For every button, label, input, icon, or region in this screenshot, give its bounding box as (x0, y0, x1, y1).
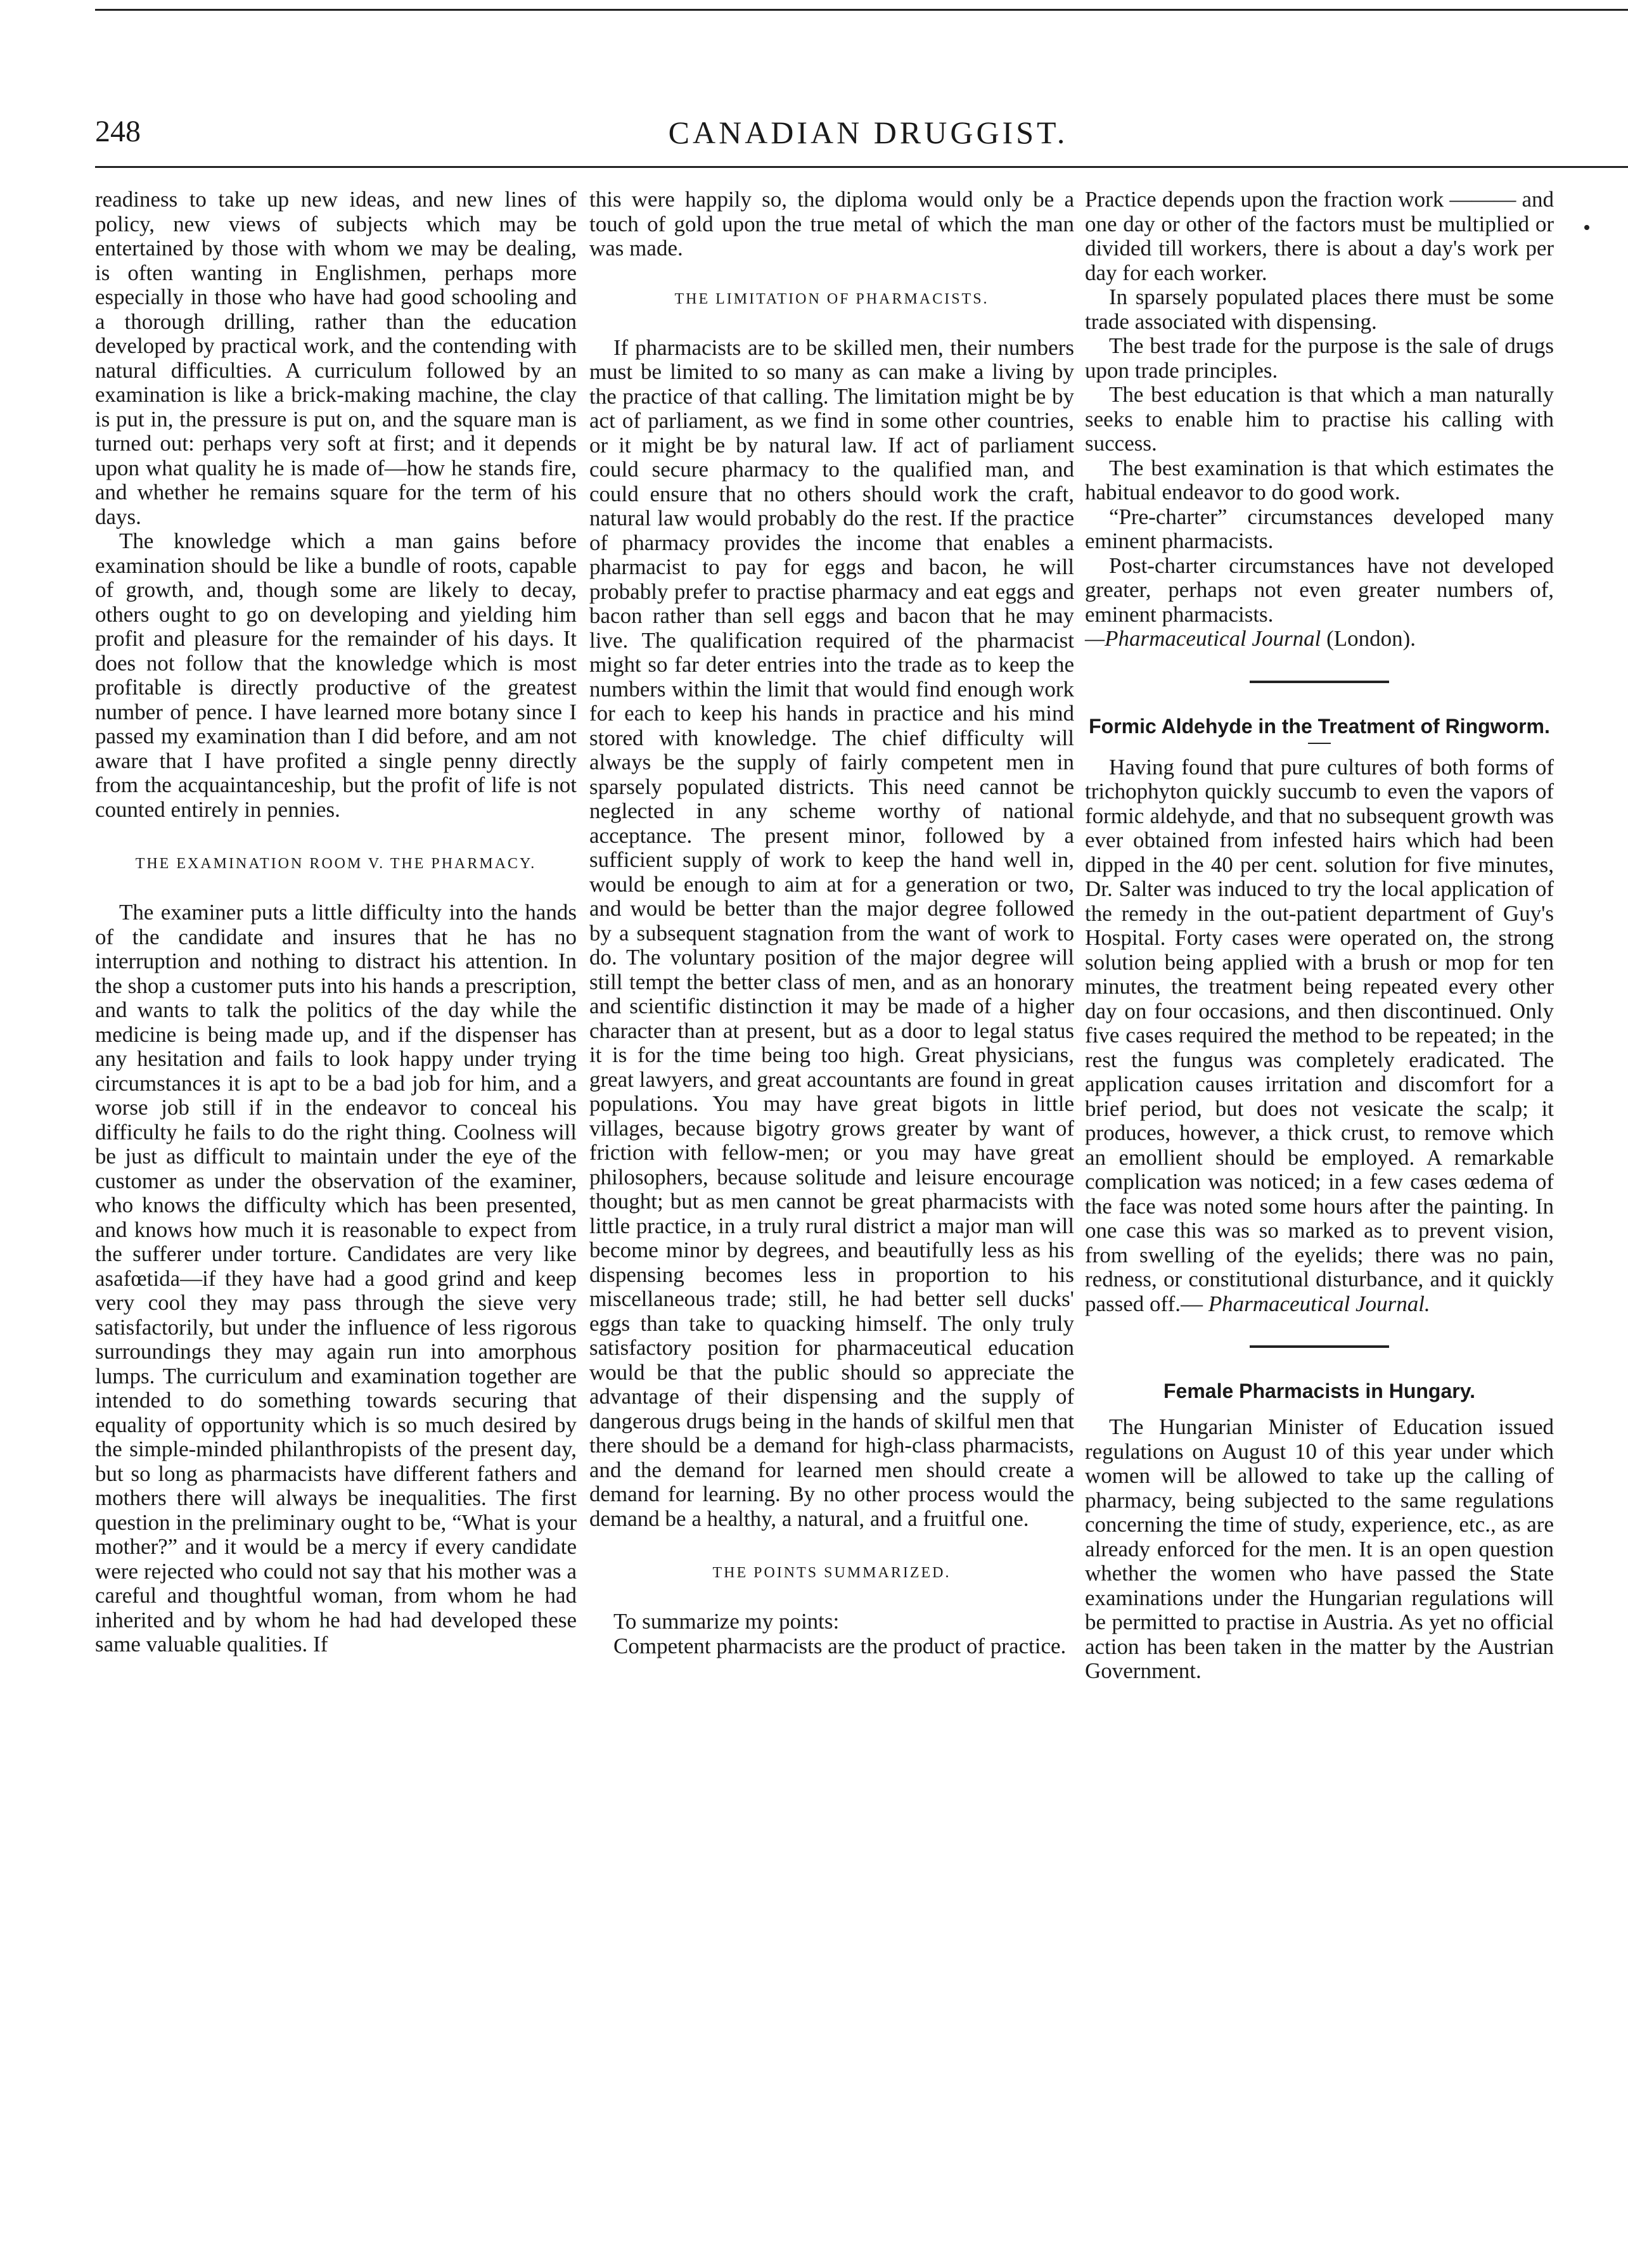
fraction-lead-text: Practice depends upon the fraction (1085, 187, 1393, 212)
paragraph (1085, 188, 1554, 285)
paragraph: “Pre-charter” circumstances developed many eminent pharmacists. (1085, 504, 1554, 553)
title-rule (1308, 743, 1331, 744)
paragraph: The best trade for the purpose is the sale of drugs upon trade principles. (1085, 333, 1554, 383)
paragraph: If pharmacists are to be skilled men, their numbers must be limited to so many as can make a living by the practice of that calling. The limitation might be by act of parliament, as we find in some other countries, or it might be by natural law. If act of parliament could secure pharmacy to the qualified man, and could ensure that no others should work the craft, natural law would probably do the rest. If the practice of pharmacy provides the income that enables a pharmacist to pay for eggs and bacon, he will probably prefer to practise pharmacy and eat eggs and bacon rather than sell eggs and bacon that he may live. The qualification required of the pharmacist might so far deter entries into the trade as to keep the numbers within the limit that would find enough work for each to keep his hands in practice and his mind stored with knowledge. The chief difficulty will always be the supply of fairly competent men in sparsely populated districts. This need cannot be neglected in any scheme worthy of national acceptance. The present minor, followed by a sufficient supply of work to keep the hand well in, would be enough to aim at for a generation or two, and would be better than the major degree followed by a subsequent stagnation from the want of work to do. The voluntary position of the major degree will still tempt the better class of men, and as an honorary and scientific distinction it may be made of a higher character than at present, but as a door to legal status it is for the time being too high. Great physicians, great lawyers, and great accountants are found in great populations. You may have great bigots in little villages, because bigotry grows greater by want of friction with fellow-men; or you may have great philosophers, because solitude and leisure encourage thought; but as men cannot be great pharmacists with little practice, in a truly rural district a major man will become minor by degrees, and beautifully less as his dispensing becomes less in proportion to his miscellaneous trade; still, he had better sell ducks' eggs than take to quacking himself. The only truly satisfactory position for pharmaceutical education would be that the public should so appreciate the advantage of their dispensing and the supply of dangerous drugs being in the hands of skilful men that there should be a demand for high-class pharmacists, and the demand for learned men should create a demand for learning. By no other process would the demand be a healthy, a natural, and a fruitful one. (589, 335, 1074, 1531)
paragraph: The best examination is that which estimates the habitual endeavor to do good work. (1085, 455, 1554, 504)
header-rule (95, 166, 1628, 168)
page-header (95, 114, 1628, 165)
fraction-line-text: ——— and one day or other of the factors must be multiplied or divided till (1085, 187, 1554, 260)
paragraph: To summarize my points: (613, 1609, 840, 1634)
fraction-tail-text: there is about a day's work per day for each worker. (1085, 236, 1554, 285)
section-heading-limitation: THE LIMITATION OF PHARMACISTS. (674, 290, 989, 307)
paragraph: The best education is that which a man naturally seeks to enable him to practise his calling with success. (1085, 382, 1554, 456)
fraction-denominator: workers, (1190, 236, 1267, 260)
page-number: 248 (95, 115, 141, 148)
paragraph: In sparsely populated places there must be some trade associated with dispensing. (1085, 285, 1554, 334)
article-title-formic-aldehyde: Formic Aldehyde in the Treatment of Ringworm. (1089, 714, 1550, 738)
article-separator (1250, 1345, 1389, 1348)
article-separator (1250, 681, 1389, 683)
paragraph: The examiner puts a little difficulty into the hands of the candidate and insures that he has no interruption and nothing to distract his attention. In the shop a customer puts into his hands a prescription, and wants to talk the politics of the day while the medicine is being made up, and if the dispenser has any hesitation and fails to look happy under trying circumstances it is apt to be a bad job for him, and a worse job still if in the endeavor to conceal his difficulty he fails to do the right thing. Coolness will be just as difficult to maintain under the eye of the customer as under the observation of the examiner, who knows the difficulty which has been presented, and knows how much it is reasonable to expect from the sufferer under torture. Candidates are very like asafœtida—if they have had a good grind and keep very cool they may pass through the sieve very satisfactorily, but under the influence of less rigorous surroundings they may again run into amorphous lumps. The curriculum and examination together are intended to do something towards securing that equality of opportunity which is so much desired by the simple-minded philanthropists of the present day, but so long as pharmacists have different fathers and mothers there will always be inequalities. The first question in the preliminary ought to be, “What is your mother?” and it would be a mercy if every candidate were rejected who could not say that his mother was a careful and thoughtful woman, from whom he had inherited and by whom he had had developed these same valuable qualities. If (95, 900, 577, 1656)
paragraph: Competent pharmacists are the product of practice. (613, 1633, 1067, 1658)
fraction-numerator: work (1398, 187, 1444, 212)
paragraph: this were happily so, the diploma would only be a touch of gold upon the true metal of which the man was made. (589, 187, 1074, 260)
paragraph: readiness to take up new ideas, and new lines of policy, new views of subjects which may be entertained by those with whom we may be dealing, is often wanting in Englishmen, perhaps more especially in those who have had good schooling and a thorough drilling, rather than the education developed by practical work, and the contending with natural difficulties. A curriculum followed by an examination is like a brick-making machine, the clay is put in, the pressure is put on, and the square man is turned out: perhaps very soft at first; and it depends upon what quality he is made of—how he stands fire, and whether he remains square for the term of his days. (95, 187, 577, 529)
top-border-rule (95, 9, 1628, 11)
column-1 (95, 188, 577, 1657)
journal-title: CANADIAN DRUGGIST. (668, 115, 1068, 150)
paragraph: The knowledge which a man gains before examination should be like a bundle of roots, capable of growth, and, though some are likely to decay, others ought to go on developing and yielding him profit and pleasure for the remainder of his days. It does not follow that the knowledge which is most profitable is directly productive of the greatest number of pence. I have learned more botany since I passed my examination than I did before, and am not aware that I have profited a single penny directly from the acquaintanceship, but the profit of life is not counted entirely in pennies. (95, 529, 577, 822)
source-citation: Pharmaceutical Journal. (1208, 1291, 1430, 1316)
article-body: Having found that pure cultures of both forms of trichophyton quickly succumb to even the vapors of formic aldehyde, and that no subsequent growth was ever obtained from infested hairs which had been dipped in the 40 per cent. solution for five minutes, Dr. Salter was induced to try the local application of the remedy in the out-patient department of Guy's Hospital. Forty cases were operated on, the strong solution being applied with a brush or mop for ten minutes, the treatment being repeated every other day on four occasions, and then discontinued. Only five cases required the method to be repeated; in the rest the fungus was completely eradicated. The application causes irritation and discomfort for a brief period, but does not vesicate the scalp; it produces, however, a thick crust, to remove which an emollient should be employed. A remarkable complication was noticed; in a few cases œdema of the face was noted some hours after the painting. In one case this was so marked as to prevent vision, from swelling of the eyelids; there was no pain, redness, or constitutional disturbance, and it quickly passed off.— (1085, 754, 1554, 1316)
paragraph: The Hungarian Minister of Education issued regulations on August 10 of this year under which women will be allowed to take up the calling of pharmacy, being subjected to the same regulations concerning the time of study, experience, etc., as are already enforced for the men. It is an open question whether the women who have passed the State examinations under the Hungarian regulations will be permitted to practise in Austria. As yet no official action has been taken in the matter by the Austrian Government. (1085, 1414, 1554, 1683)
paragraph-text: Post-charter circumstances have not developed greater, perhaps not even greater numbers of, eminent pharmacists. (1085, 553, 1554, 627)
source-location: (London). (1326, 626, 1416, 651)
article-title-female-pharmacists: Female Pharmacists in Hungary. (1163, 1380, 1476, 1402)
column-3 (1085, 188, 1554, 1684)
source-citation: —Pharmaceutical Journal (1085, 626, 1321, 651)
section-heading-examination-room: THE EXAMINATION ROOM V. THE PHARMACY. (135, 855, 537, 872)
section-heading-points-summarized: THE POINTS SUMMARIZED. (712, 1565, 951, 1581)
margin-speck (1584, 225, 1589, 230)
column-2 (589, 188, 1074, 1658)
paragraph (1085, 554, 1554, 651)
paragraph (1085, 755, 1554, 1317)
